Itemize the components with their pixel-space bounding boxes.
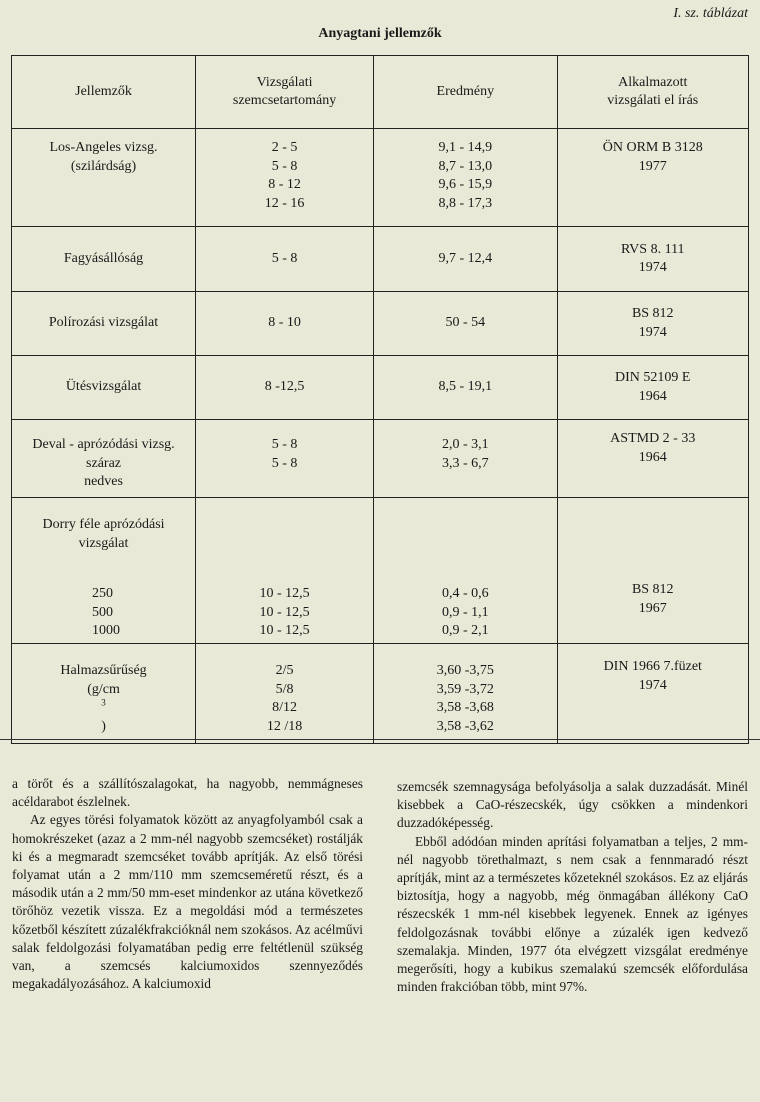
table-row <box>12 498 749 644</box>
table-row <box>12 644 749 744</box>
body-text-left-column <box>12 775 363 993</box>
row-ranges-deval: 5 - 8 5 - 8 <box>196 420 374 498</box>
table-row <box>12 356 749 420</box>
table-number: I. sz. táblázat <box>673 6 748 21</box>
body-text-right-column <box>397 778 748 996</box>
row-range-utes: 8 -12,5 <box>196 356 374 420</box>
row-label-utes: Ütésvizsgálat <box>12 356 196 420</box>
table-bottom-rule <box>0 739 760 740</box>
row-label-fagyas: Fagyásállóság <box>12 227 196 292</box>
table-title: Anyagtani jellemzők <box>318 26 442 41</box>
row-standard-deval: ASTMD 2 - 33 1964 <box>557 420 748 498</box>
header-szemcsetartomany: Vizsgálati szemcsetartomány <box>196 56 374 129</box>
row-range-polirozasi: 8 - 10 <box>196 292 374 356</box>
row-result-polirozasi: 50 - 54 <box>374 292 557 356</box>
row-ranges-dorry: 10 - 12,5 10 - 12,5 10 - 12,5 <box>196 498 374 644</box>
row-results-los-angeles: 9,1 - 14,9 8,7 - 13,0 9,6 - 15,9 8,8 - 17,3 <box>374 129 557 227</box>
row-standard-utes: DIN 52109 E 1964 <box>557 356 748 420</box>
row-ranges-halmaz: 2/5 5/8 8/12 12 /18 <box>196 644 374 744</box>
header-eredmeny: Eredmény <box>374 56 557 129</box>
row-results-dorry: 0,4 - 0,6 0,9 - 1,1 0,9 - 2,1 <box>374 498 557 644</box>
table-row <box>12 129 749 227</box>
paragraph: Ebből adódóan minden aprítási folyamatban a teljes, 2 mm-nél nagyobb törethalmazt, s nem csak a fennmaradó részt aprítják, mint az a természetes kőzeteknél szokásos. Ez az eljárás biztosítja, hogy a nagyobb, még önmagában állékony CaO részecskék 1 mm-nél kisebbek legyenek. Ennek az igényes feldolgozásnak további előnye a zúzalék igen kedvező szemalakja. Minden, 1977 óta elvégzett vizsgálat eredménye megerősíti, hogy a kubikus szemalakú szemcsék előfordulása minden frakcióban több, mint 97%. <box>397 833 748 995</box>
row-result-fagyas: 9,7 - 12,4 <box>374 227 557 292</box>
paragraph: szemcsék szemnagysága befolyásolja a salak duzzadását. Minél kisebbek a CaO-részecskék, úgy csökken a mindenkori duzzadóképesség. <box>397 779 748 831</box>
row-standard-fagyas: RVS 8. 111 1974 <box>557 227 748 292</box>
row-standard-polirozasi: BS 812 1974 <box>557 292 748 356</box>
row-label-polirozasi: Polírozási vizsgálat <box>12 292 196 356</box>
header-jellemzok: Jellemzők <box>12 56 196 129</box>
table-row <box>12 292 749 356</box>
row-result-utes: 8,5 - 19,1 <box>374 356 557 420</box>
material-properties-table <box>11 55 749 744</box>
row-range-fagyas: 5 - 8 <box>196 227 374 292</box>
row-standard-dorry: BS 812 1967 <box>557 498 748 644</box>
row-label-dorry: Dorry féle aprózódási vizsgálat 250 500 1000 <box>12 498 196 644</box>
row-ranges-los-angeles: 2 - 5 5 - 8 8 - 12 12 - 16 <box>196 129 374 227</box>
row-results-halmaz: 3,60 -3,75 3,59 -3,72 3,58 -3,68 3,58 -3,62 <box>374 644 557 744</box>
table-row <box>12 227 749 292</box>
row-label-deval: Deval - aprózódási vizsg. száraz nedves <box>12 420 196 498</box>
paragraph: a törőt és a szállítószalagokat, ha nagyobb, nemmágneses acéldarabot észlelnek. <box>12 776 363 810</box>
table-row <box>12 420 749 498</box>
row-results-deval: 2,0 - 3,1 3,3 - 6,7 <box>374 420 557 498</box>
row-standard-halmaz: DIN 1966 7.füzet 1974 <box>557 644 748 744</box>
row-label-los-angeles: Los-Angeles vizsg. (szilárdság) <box>12 129 196 227</box>
row-label-halmaz: Halmazsűrűség (g/cm $^3$ ) <box>12 644 196 744</box>
header-eloiras: Alkalmazott vizsgálati el írás <box>557 56 748 129</box>
table-header-row <box>12 56 749 129</box>
paragraph: Az egyes törési folyamatok között az anyagfolyamból csak a homokrészeket (azaz a 2 mm-nél nagyobb szemcséket) rostálják ki és a megmaradt szemcséket tovább aprítják. Az első törési folyamat után a 2 mm/110 mm szemcseméretű részt, és a második után a 2 mm/50 mm-eset mindenkor az utána következő törőhöz vezetik vissza. Ez a megoldási mód a természetes kőzetből készített zúzalékfrakcióknál nem szokásos. Az acélművi salak feldolgozási folyamatában pedig erre feltétlenül szükség van, a szemcsés kalciumoxidos szennyeződés megakadályozásához. A kalciumoxid <box>12 812 363 992</box>
row-standard-los-angeles: ÖN ORM B 3128 1977 <box>557 129 748 227</box>
